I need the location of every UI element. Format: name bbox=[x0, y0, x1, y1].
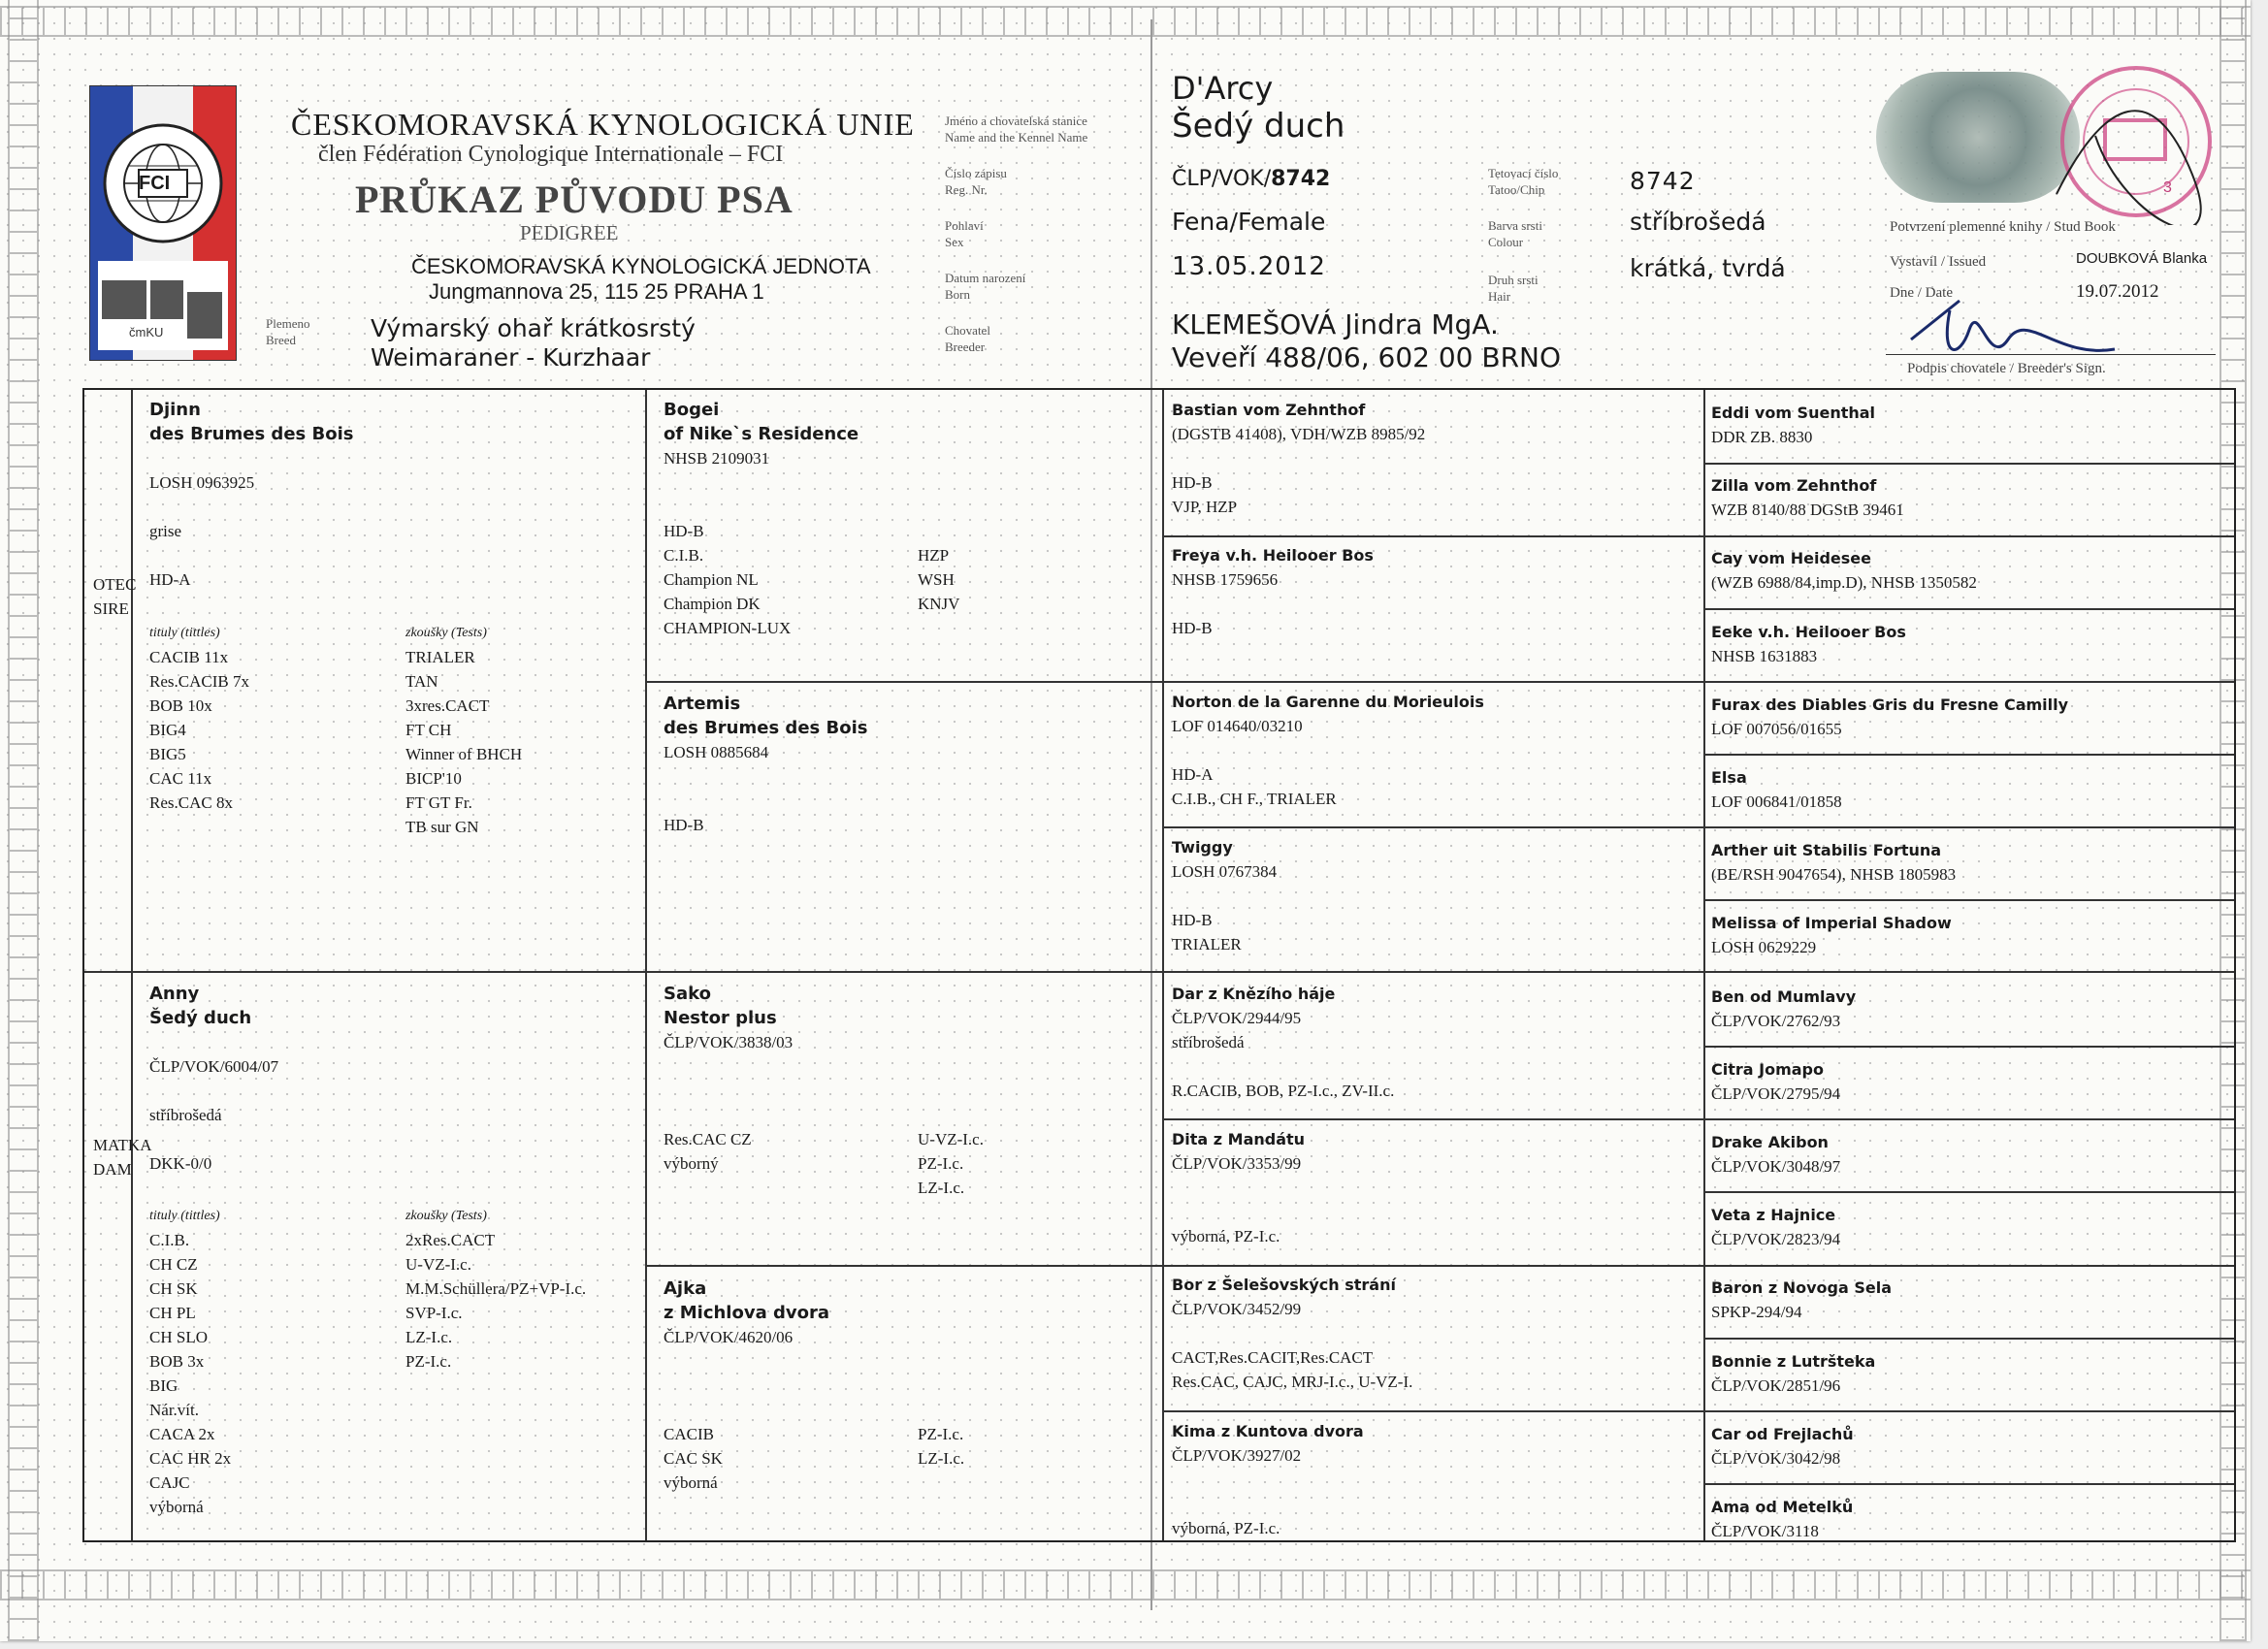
great-great-grandparent-cell bbox=[1711, 620, 1906, 668]
great-grandparent-line: LOF 014640/03210 bbox=[1172, 716, 1303, 735]
fci-membership: člen Fédération Cynologique Internationale – FCI bbox=[318, 142, 784, 167]
great-grandparent-cell bbox=[1172, 982, 1394, 1103]
great-great-grandparent-cell bbox=[1711, 1349, 1875, 1398]
great-grandparent-line: C.I.B., CH F., TRIALER bbox=[1172, 789, 1337, 808]
dam-title-item: CACA 2x bbox=[149, 1425, 215, 1443]
great-grandparent-line: VJP, HZP bbox=[1172, 498, 1238, 516]
grandparent-reg: ČLP/VOK/4620/06 bbox=[664, 1328, 794, 1346]
top-ornament-border bbox=[0, 6, 2251, 37]
grandparent-note: U-VZ-I.c. bbox=[918, 1130, 984, 1148]
dam-test-item: 2xRes.CACT bbox=[405, 1231, 496, 1249]
dam-colour: stříbrošedá bbox=[149, 1106, 222, 1124]
breeder-name: KLEMEŠOVÁ Jindra MgA. bbox=[1172, 308, 1499, 340]
sire-titles: tituly (tittles) CACIB 11x Res.CACIB 7x BOB 10x BIG4 BIG5 CAC 11x Res.CAC 8x bbox=[149, 621, 249, 815]
great-great-grandparent-cell bbox=[1711, 473, 1904, 522]
great-grandparent-line: Res.CAC, CAJC, MRJ-I.c., U-VZ-I. bbox=[1172, 1373, 1413, 1392]
grandparent-cell bbox=[664, 398, 859, 470]
tattoo-value: 8742 bbox=[1630, 167, 1696, 195]
great-grandparent-cell bbox=[1172, 543, 1374, 640]
tattoo-label: Tetovací číslo Tatoo/Chip bbox=[1488, 166, 1559, 197]
dam-title-item: BIG bbox=[149, 1376, 178, 1395]
grandparent-notes-left bbox=[664, 519, 791, 640]
hair-value: krátká, tvrdá bbox=[1630, 254, 1786, 282]
grandparent-note bbox=[918, 519, 959, 543]
sire-title-item: CAC 11x bbox=[149, 769, 212, 788]
great-grandparent-line bbox=[1172, 1200, 1305, 1224]
dam-title-item: výborná bbox=[149, 1498, 204, 1516]
issuer-name: ČESKOMORAVSKÁ KYNOLOGICKÁ JEDNOTA bbox=[411, 254, 871, 278]
sire-title-item: Res.CAC 8x bbox=[149, 793, 233, 812]
grandparent-notes-left bbox=[664, 1422, 723, 1495]
great-grandparent-line bbox=[1172, 1176, 1305, 1200]
great-grandparent-cell bbox=[1172, 835, 1277, 956]
sire-test-item: TRIALER bbox=[405, 648, 475, 666]
great-great-grandparent-name: Eeke v.h. Heilooer Bos bbox=[1711, 622, 1906, 641]
great-grandparent-cell bbox=[1172, 1127, 1305, 1248]
great-grandparent-line: ČLP/VOK/3353/99 bbox=[1172, 1154, 1302, 1173]
great-grandparent-line: výborná, PZ-I.c. bbox=[1172, 1518, 1280, 1537]
grandparent-note: CAC SK bbox=[664, 1449, 723, 1468]
dam-side-letter: T bbox=[117, 1136, 128, 1154]
great-great-grandparent-name: Bonnie z Lutršteka bbox=[1711, 1351, 1876, 1371]
great-great-grandparent-cell bbox=[1711, 765, 1842, 814]
great-grandparent-line: HD-B bbox=[1172, 619, 1213, 638]
great-grandparent-name: Dita z Mandátu bbox=[1172, 1130, 1306, 1148]
great-grandparent-line: TRIALER bbox=[1172, 935, 1242, 954]
grandparent-reg: LOSH 0885684 bbox=[664, 743, 769, 761]
grandparent-cell bbox=[664, 982, 793, 1054]
grandparent-note: LZ-I.c. bbox=[918, 1179, 965, 1197]
sire-reg: LOSH 0963925 bbox=[149, 473, 255, 492]
great-grandparent-line: HD-A bbox=[1172, 764, 1214, 784]
great-great-grandparent-cell bbox=[1711, 1130, 1840, 1179]
dam-title-item: CAC HR 2x bbox=[149, 1449, 232, 1468]
sire-side-letter: R bbox=[108, 599, 119, 618]
grandparent-note: CACIB bbox=[664, 1425, 714, 1443]
dam-test-item: PZ-I.c. bbox=[405, 1352, 452, 1371]
sire-side-letter: S bbox=[93, 599, 103, 618]
cmku-logo-text: čmKU bbox=[129, 325, 164, 340]
hair-label: Druh srsti Hair bbox=[1488, 273, 1539, 304]
grandparent-note: výborný bbox=[664, 1154, 719, 1173]
dam-side-label bbox=[93, 1133, 151, 1181]
great-great-grandparent-cell bbox=[1711, 1276, 1892, 1324]
dam-side-letter: K bbox=[127, 1136, 141, 1154]
dam-side-letter: A bbox=[105, 1160, 117, 1179]
great-grandparent-line: R.CACIB, BOB, PZ-I.c., ZV-II.c. bbox=[1172, 1081, 1395, 1100]
grandparent-notes-left bbox=[664, 813, 704, 837]
great-great-grandparent-reg: ČLP/VOK/3042/98 bbox=[1711, 1448, 1841, 1468]
great-grandparent-line bbox=[1172, 446, 1425, 470]
grandparent-reg: ČLP/VOK/3838/03 bbox=[664, 1033, 794, 1051]
dam-name-2: Šedý duch bbox=[149, 1008, 252, 1028]
dam-side-letter: M bbox=[116, 1160, 132, 1179]
great-great-grandparent-name: Citra Jomapo bbox=[1711, 1059, 1824, 1079]
sire-title-item: BIG5 bbox=[149, 745, 186, 763]
sire-side-letter: I bbox=[102, 599, 109, 618]
sire-side-letter: E bbox=[114, 575, 126, 594]
great-great-grandparent-name: Zilla vom Zehnthof bbox=[1711, 476, 1877, 496]
great-great-grandparent-name: Eddi vom Suenthal bbox=[1711, 404, 1876, 422]
great-great-grandparent-name: Ben od Mumlavy bbox=[1711, 986, 1857, 1006]
dam-test-item: U-VZ-I.c. bbox=[405, 1255, 471, 1274]
dam-test-item: LZ-I.c. bbox=[405, 1328, 453, 1346]
dam-title-item: CH PL bbox=[149, 1304, 196, 1322]
sire-test-item: Winner of BHCH bbox=[405, 745, 523, 763]
breed-en: Weimaraner - Kurzhaar bbox=[371, 343, 651, 372]
grandparent-note: CHAMPION-LUX bbox=[664, 619, 792, 637]
great-grandparent-line bbox=[1172, 1468, 1364, 1492]
great-great-grandparent-reg: (WZB 6988/84,imp.D), NHSB 1350582 bbox=[1711, 573, 1977, 593]
grandparent-name: des Brumes des Bois bbox=[664, 718, 868, 738]
breed-label: Plemeno Breed bbox=[266, 316, 310, 347]
great-grandparent-line: (DGSTB 41408), VDH/WZB 8985/92 bbox=[1172, 425, 1426, 443]
great-great-grandparent-reg: ČLP/VOK/3048/97 bbox=[1711, 1157, 1841, 1176]
great-great-grandparent-name: Arther uit Stabilis Fortuna bbox=[1711, 841, 1942, 860]
great-grandparent-line: HD-B bbox=[1172, 911, 1213, 930]
great-great-grandparent-name: Furax des Diables Gris du Fresne Camilly bbox=[1711, 695, 2069, 714]
dog-name-line1: D'Arcy bbox=[1172, 70, 1274, 107]
colour-label: Barva srsti Colour bbox=[1488, 218, 1542, 249]
grandparent-note: LZ-I.c. bbox=[918, 1449, 965, 1468]
sire-colour: grise bbox=[149, 522, 182, 540]
great-great-grandparent-cell bbox=[1711, 985, 1856, 1033]
grandparent-note: HD-B bbox=[664, 522, 704, 540]
grandparent-note: KNJV bbox=[918, 595, 960, 613]
great-great-grandparent-reg: WZB 8140/88 DGStB 39461 bbox=[1711, 501, 1904, 520]
great-great-grandparent-reg: SPKP-294/94 bbox=[1711, 1303, 1802, 1322]
document-subtitle: PEDIGREE bbox=[520, 221, 619, 244]
fci-logo-text: FCI bbox=[139, 173, 171, 194]
document-title: PRŮKAZ PŮVODU PSA bbox=[355, 178, 794, 221]
issue-date: 19.07.2012 bbox=[2076, 281, 2159, 302]
great-great-grandparent-reg: (BE/RSH 9047654), NHSB 1805983 bbox=[1711, 865, 1957, 885]
great-great-grandparent-reg: ČLP/VOK/2851/96 bbox=[1711, 1375, 1841, 1395]
great-grandparent-line bbox=[1172, 1054, 1394, 1079]
great-great-grandparent-cell bbox=[1711, 838, 1956, 887]
seal-number: 3 bbox=[2163, 179, 2172, 196]
org-name: ČESKOMORAVSKÁ KYNOLOGICKÁ UNIE bbox=[291, 107, 915, 142]
great-grandparent-name: Bor z Šelešovských strání bbox=[1172, 1276, 1396, 1295]
dam-title-item: BOB 3x bbox=[149, 1352, 205, 1371]
grandparent-cell bbox=[664, 1277, 829, 1349]
great-grandparent-line: stříbrošedá bbox=[1172, 1032, 1245, 1051]
great-great-grandparent-name: Melissa of Imperial Shadow bbox=[1711, 914, 1952, 933]
dog-reg-number: ČLP/VOK/8742 bbox=[1172, 167, 1331, 191]
great-grandparent-name: Dar z Knězího háje bbox=[1172, 984, 1336, 1003]
great-great-grandparent-name: Cay vom Heidesee bbox=[1711, 549, 1871, 568]
sire-test-item: TB sur GN bbox=[405, 818, 479, 836]
great-great-grandparent-cell bbox=[1711, 1203, 1840, 1251]
dam-side-letter: M bbox=[93, 1136, 109, 1154]
grandparent-name: Nestor plus bbox=[664, 1008, 777, 1028]
grandparent-note: C.I.B. bbox=[664, 546, 704, 565]
date-label: Dne / Date bbox=[1890, 285, 1953, 301]
grandparent-note: Champion DK bbox=[664, 595, 761, 613]
sire-title-item: BOB 10x bbox=[149, 696, 212, 715]
grandparent-note: PZ-I.c. bbox=[918, 1425, 964, 1443]
grandparent-cell bbox=[664, 692, 867, 764]
grandparent-name: of Nike`s Residence bbox=[664, 424, 859, 444]
great-great-grandparent-reg: ČLP/VOK/2795/94 bbox=[1711, 1083, 1841, 1103]
great-great-grandparent-reg: LOF 006841/01858 bbox=[1711, 792, 1842, 811]
dam-test-item: SVP-I.c. bbox=[405, 1304, 463, 1322]
great-great-grandparent-reg: ČLP/VOK/2823/94 bbox=[1711, 1230, 1841, 1249]
dam-title-item: CH CZ bbox=[149, 1255, 198, 1274]
dog-sex: Fena/Female bbox=[1172, 208, 1326, 236]
studbook-label: Potvrzení plemenné knihy / Stud Book bbox=[1890, 219, 2116, 235]
grandparent-name: Bogei bbox=[664, 400, 720, 420]
dam-title-item: CH SK bbox=[149, 1279, 198, 1298]
great-great-grandparent-reg: NHSB 1631883 bbox=[1711, 646, 1818, 665]
signature bbox=[1901, 281, 2124, 369]
dam-title-item: C.I.B. bbox=[149, 1231, 190, 1249]
great-grandparent-line: CACT,Res.CACIT,Res.CACT bbox=[1172, 1348, 1374, 1368]
dam-reg: ČLP/VOK/6004/07 bbox=[149, 1057, 279, 1076]
sire-test-item: FT CH bbox=[405, 721, 452, 739]
dam-title-item: Nár.vít. bbox=[149, 1401, 199, 1419]
great-grandparent-line: HD-B bbox=[1172, 473, 1213, 492]
great-grandparent-line bbox=[1172, 1492, 1364, 1516]
dam-side-letter: A bbox=[140, 1136, 151, 1154]
great-great-grandparent-reg: LOF 007056/01655 bbox=[1711, 719, 1842, 738]
great-grandparent-line: LOSH 0767384 bbox=[1172, 862, 1278, 882]
great-grandparent-line: výborná, PZ-I.c. bbox=[1172, 1227, 1280, 1245]
great-great-grandparent-name: Car od Frejlachů bbox=[1711, 1424, 1854, 1443]
great-grandparent-name: Norton de la Garenne du Morieulois bbox=[1172, 692, 1484, 711]
great-grandparent-line bbox=[1172, 738, 1484, 762]
reg-label: Číslo zápisu Reg. Nr. bbox=[945, 166, 1007, 197]
great-great-grandparent-cell bbox=[1711, 546, 1977, 595]
grandparent-notes-right bbox=[918, 1422, 964, 1471]
great-great-grandparent-cell bbox=[1711, 401, 1875, 449]
grandparent-reg: NHSB 2109031 bbox=[664, 449, 770, 468]
dam-cell bbox=[149, 982, 278, 1176]
sire-name-1: Djinn bbox=[149, 400, 201, 420]
great-grandparent-line: ČLP/VOK/3452/99 bbox=[1172, 1300, 1302, 1319]
great-grandparent-cell bbox=[1172, 690, 1484, 811]
dam-tests: zkoušky (Tests) 2xRes.CACT U-VZ-I.c. M.M.Schüllera/PZ+VP-I.c. SVP-I.c. LZ-I.c. PZ-I.c. bbox=[405, 1204, 586, 1374]
grandparent-note: Res.CAC CZ bbox=[664, 1130, 752, 1148]
great-grandparent-name: Freya v.h. Heilooer Bos bbox=[1172, 546, 1374, 566]
sire-test-item: TAN bbox=[405, 672, 438, 691]
name-label: Jméno a chovatelská stanice Name and the Kennel Name bbox=[945, 113, 1088, 145]
grandparent-name: Ajka bbox=[664, 1278, 707, 1299]
sire-cell bbox=[149, 398, 353, 592]
great-grandparent-cell bbox=[1172, 398, 1425, 519]
great-great-grandparent-reg: ČLP/VOK/3118 bbox=[1711, 1522, 1819, 1540]
grandparent-note: Champion NL bbox=[664, 570, 759, 589]
sire-hd: HD-A bbox=[149, 570, 191, 589]
grandparent-note: HZP bbox=[918, 546, 950, 565]
born-label: Datum narození Born bbox=[945, 271, 1026, 302]
sire-side-letter: O bbox=[93, 575, 106, 594]
great-grandparent-cell bbox=[1172, 1273, 1412, 1394]
great-grandparent-name: Kima z Kuntova dvora bbox=[1172, 1421, 1364, 1440]
great-great-grandparent-cell bbox=[1711, 911, 1952, 959]
dam-titles: tituly (tittles) C.I.B. CH CZ CH SK CH PL CH SLO BOB 3x BIG Nár.vít. CACA 2x CAC HR 2x CAJC výborná bbox=[149, 1204, 231, 1519]
grandparent-notes-right bbox=[918, 1127, 984, 1200]
great-great-grandparent-reg: ČLP/VOK/2762/93 bbox=[1711, 1011, 1841, 1030]
dam-title-item: CH SLO bbox=[149, 1328, 208, 1346]
issuer-address: Jungmannova 25, 115 25 PRAHA 1 bbox=[429, 279, 764, 304]
dam-side-letter: D bbox=[93, 1160, 106, 1179]
dog-name-line2: Šedý duch bbox=[1172, 107, 1345, 146]
great-great-grandparent-cell bbox=[1711, 693, 2068, 741]
great-grandparent-line: NHSB 1759656 bbox=[1172, 570, 1279, 590]
signature-line bbox=[1886, 354, 2216, 355]
great-great-grandparent-name: Veta z Hajnice bbox=[1711, 1206, 1836, 1225]
grandparent-notes-left bbox=[664, 1127, 752, 1176]
breeder-sign-label: Podpis chovatele / Breeder's Sign. bbox=[1907, 361, 2106, 376]
sire-title-item: CACIB 11x bbox=[149, 648, 229, 666]
issued-label: Vystavil / Issued bbox=[1890, 254, 1987, 270]
grandparent-name: Sako bbox=[664, 984, 711, 1004]
great-great-grandparent-reg: LOSH 0629229 bbox=[1711, 938, 1817, 957]
sire-test-item: FT GT Fr. bbox=[405, 793, 472, 812]
grandparent-note: výborná bbox=[664, 1473, 718, 1492]
dam-name-1: Anny bbox=[149, 984, 200, 1004]
sire-tests: zkoušky (Tests) TRIALER TAN 3xres.CACT FT CH Winner of BHCH BICP'10 FT GT Fr. TB sur GN bbox=[405, 621, 522, 839]
great-grandparent-line bbox=[1172, 884, 1277, 908]
sire-test-item: 3xres.CACT bbox=[405, 696, 490, 715]
great-grandparent-cell bbox=[1172, 1419, 1364, 1540]
dam-hd: DKK-0/0 bbox=[149, 1154, 212, 1173]
sire-side-letter: T bbox=[105, 575, 115, 594]
grandparent-notes-right bbox=[918, 519, 959, 616]
grandparent-name: Artemis bbox=[664, 694, 741, 714]
issued-by: DOUBKOVÁ Blanka bbox=[2076, 250, 2208, 267]
sire-title-item: Res.CACIB 7x bbox=[149, 672, 249, 691]
colour-value: stříbrošedá bbox=[1630, 208, 1766, 236]
great-great-grandparent-reg: DDR ZB. 8830 bbox=[1711, 428, 1813, 446]
sire-test-item: BICP'10 bbox=[405, 769, 462, 788]
breed-cz: Výmarský ohař krátkosrstý bbox=[371, 314, 696, 342]
grandparent-note: HD-B bbox=[664, 816, 704, 834]
great-grandparent-line: ČLP/VOK/3927/02 bbox=[1172, 1445, 1302, 1465]
great-grandparent-line: ČLP/VOK/2944/95 bbox=[1172, 1008, 1302, 1027]
great-great-grandparent-name: Elsa bbox=[1711, 768, 1747, 787]
grandparent-name: z Michlova dvora bbox=[664, 1303, 829, 1323]
great-great-grandparent-name: Drake Akibon bbox=[1711, 1133, 1829, 1151]
great-great-grandparent-cell bbox=[1711, 1422, 1854, 1471]
sex-label: Pohlaví Sex bbox=[945, 218, 984, 249]
dog-born: 13.05.2012 bbox=[1172, 252, 1326, 281]
great-grandparent-name: Twiggy bbox=[1172, 838, 1233, 857]
great-great-grandparent-cell bbox=[1711, 1057, 1840, 1106]
sire-side-label bbox=[93, 572, 137, 621]
dam-title-item: CAJC bbox=[149, 1473, 190, 1492]
great-great-grandparent-name: Ama od Metelků bbox=[1711, 1498, 1854, 1516]
dam-test-item: M.M.Schüllera/PZ+VP-I.c. bbox=[405, 1279, 587, 1298]
grandparent-note: WSH bbox=[918, 570, 955, 589]
left-ornament-border bbox=[8, 0, 39, 1641]
great-grandparent-line bbox=[1172, 592, 1374, 616]
great-great-grandparent-name: Baron z Novoga Sela bbox=[1711, 1278, 1892, 1298]
breeder-address: Veveří 488/06, 602 00 BRNO bbox=[1172, 341, 1562, 373]
grandparent-note: PZ-I.c. bbox=[918, 1154, 964, 1173]
bottom-ornament-border bbox=[0, 1569, 2251, 1600]
sire-side-letter: C bbox=[125, 575, 137, 594]
great-grandparent-line bbox=[1172, 1321, 1412, 1345]
breeder-label: Chovatel Breeder bbox=[945, 323, 990, 354]
great-great-grandparent-cell bbox=[1711, 1495, 1853, 1543]
great-grandparent-name: Bastian vom Zehnthof bbox=[1172, 401, 1366, 419]
studbook-seal bbox=[2047, 58, 2227, 225]
sire-title-item: BIG4 bbox=[149, 721, 186, 739]
fci-cmku-logo bbox=[89, 85, 237, 361]
sire-name-2: des Brumes des Bois bbox=[149, 424, 354, 444]
sire-side-letter: E bbox=[118, 599, 129, 618]
dam-side-letter: A bbox=[108, 1136, 118, 1154]
